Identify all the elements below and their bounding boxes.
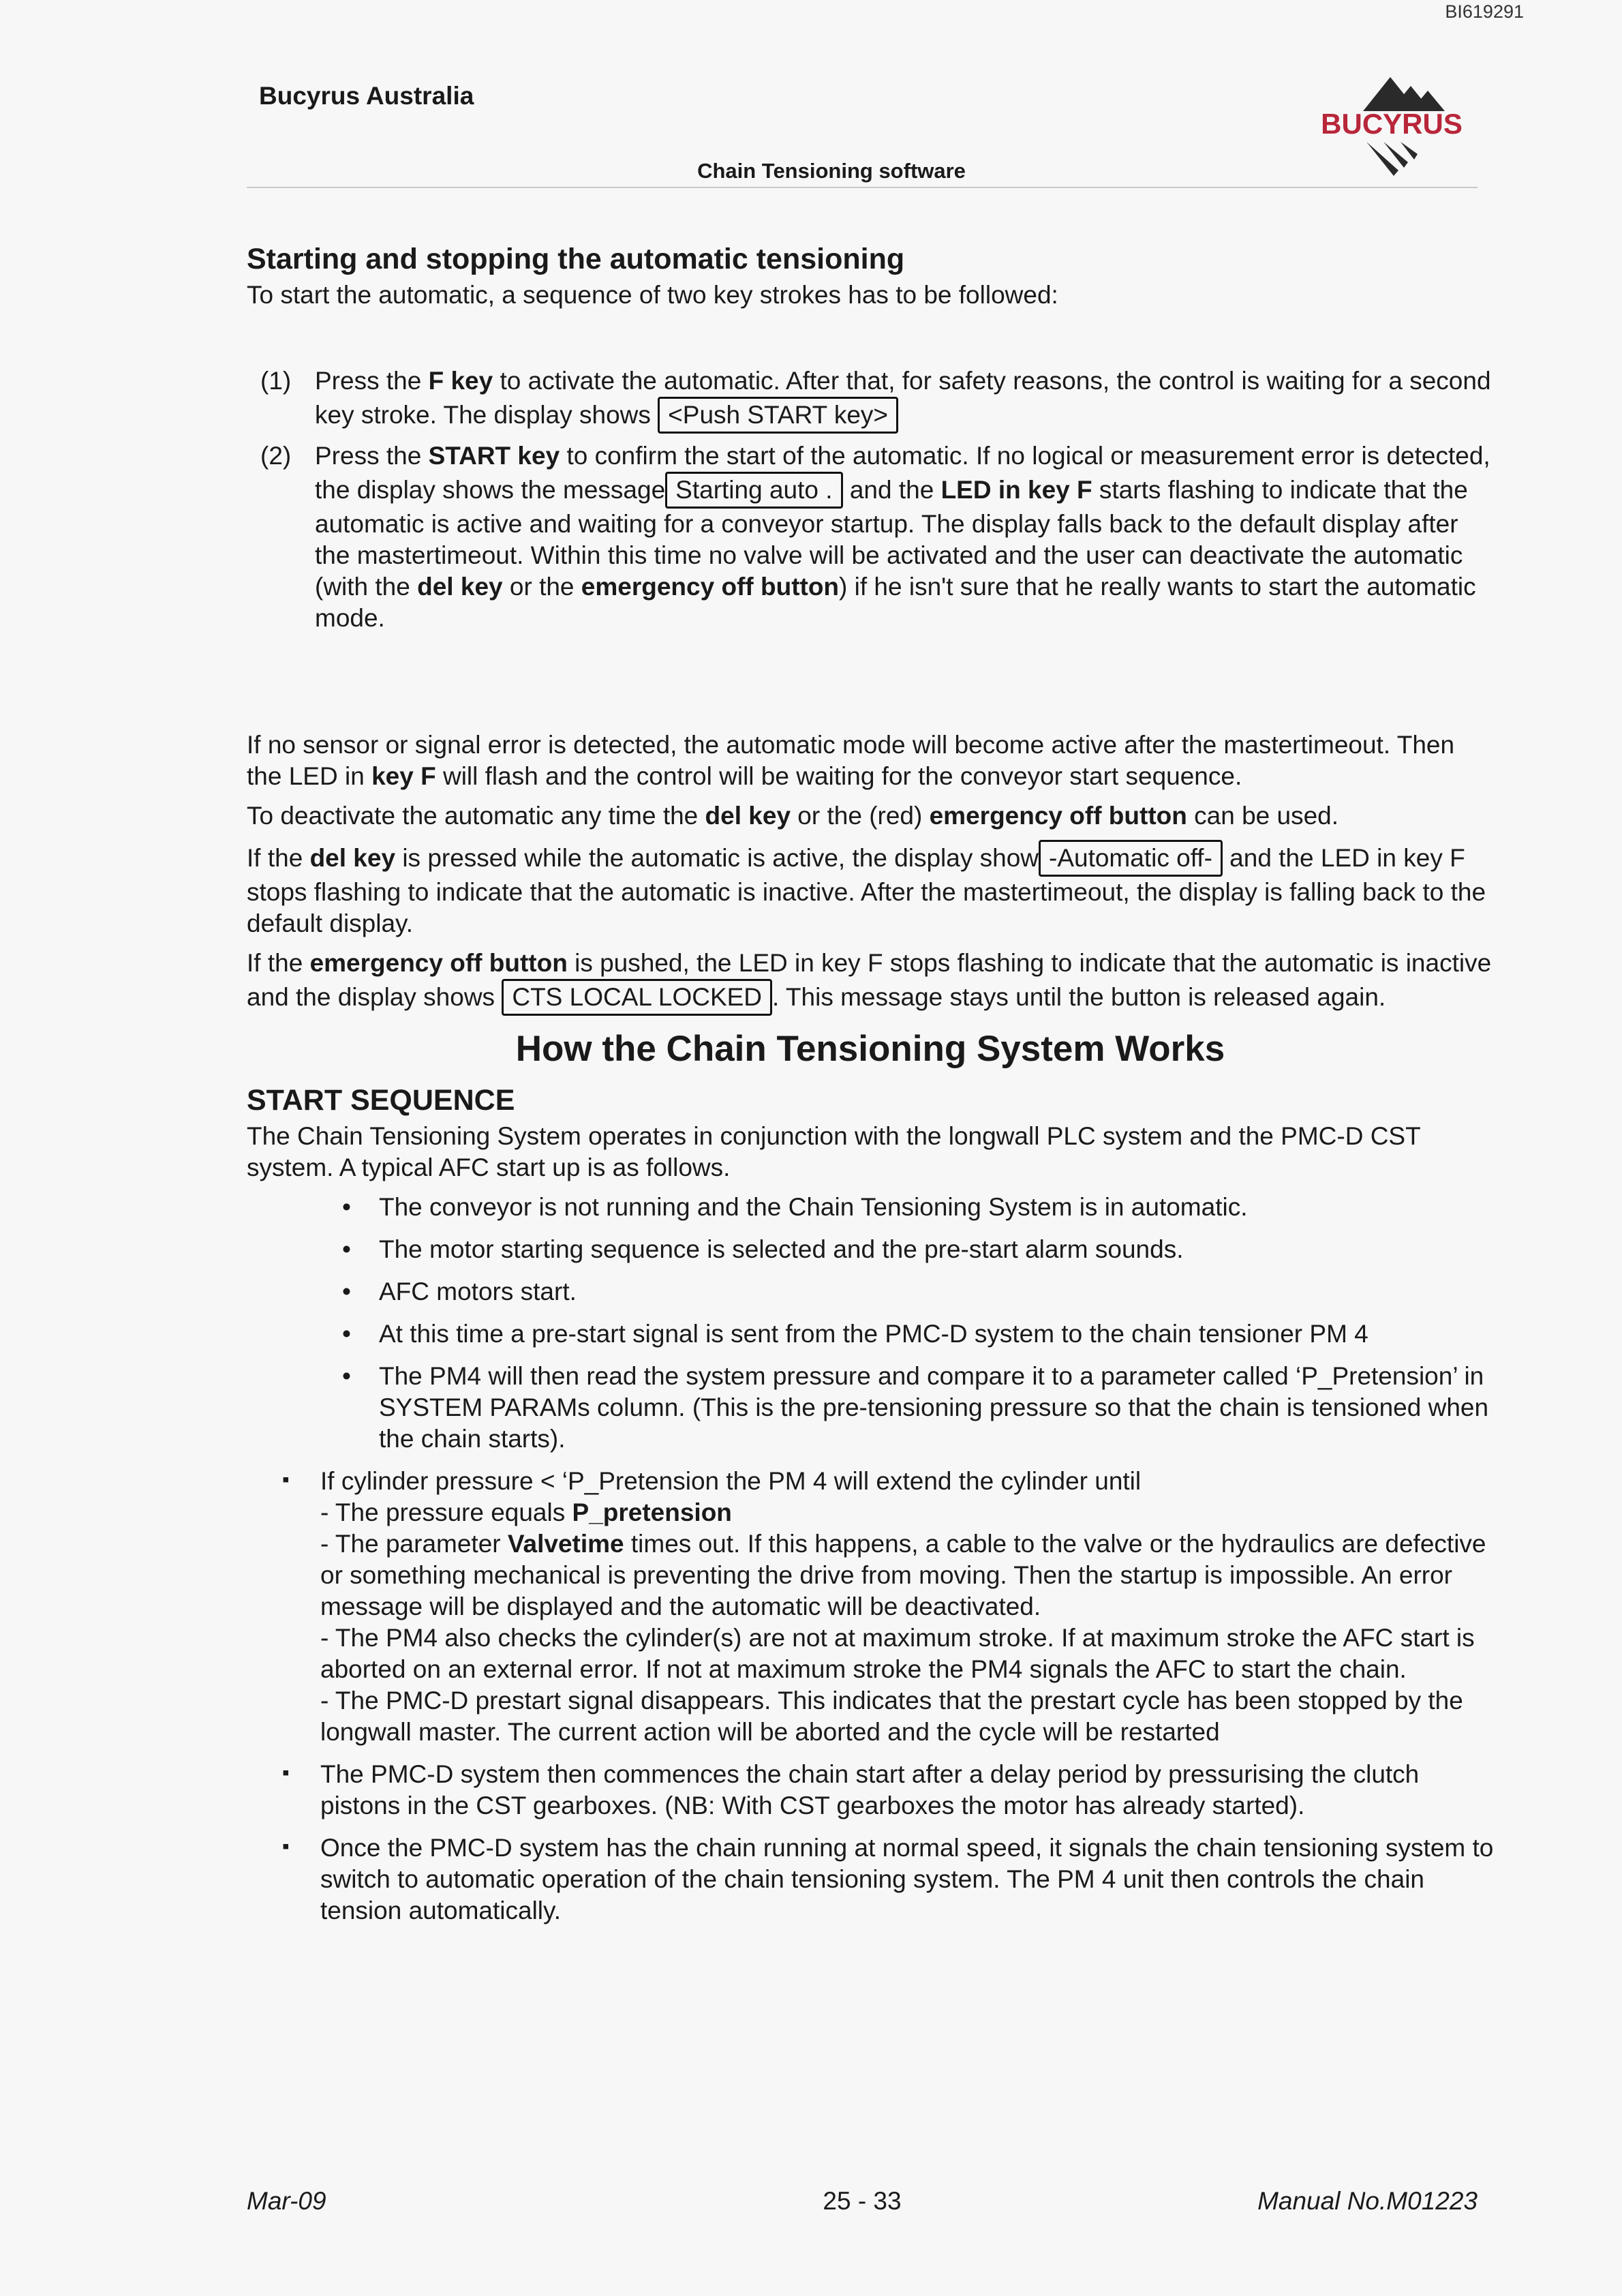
section-intro: To start the automatic, a sequence of two key strokes has to be followed: bbox=[247, 281, 1058, 309]
step-item bbox=[247, 440, 1494, 634]
list-item: • The conveyor is not running and the Chain Tensioning System is in automatic. bbox=[342, 1192, 1494, 1223]
company-name: Bucyrus Australia bbox=[259, 82, 474, 110]
step-text: Press the F key to activate the automatic. After that, for safety reasons, the control is waiting for a second key stroke. The display shows <Push START key> bbox=[315, 365, 1494, 434]
list-item: • The PM4 will then read the system pressure and compare it to a parameter called ‘P_Pretension’ in SYSTEM PARAMs column. (This is the pre-tensioning pressure so that the chain is tensioned when the chain starts). bbox=[342, 1361, 1494, 1455]
step-number: (2) bbox=[260, 442, 292, 470]
list-item: ▪ The PMC-D system then commences the chain start after a delay period by pressurising the clutch pistons in the CST gearboxes. (NB: With CST gearboxes the motor has already started). bbox=[282, 1759, 1494, 1822]
list-item: • The motor starting sequence is selected and the pre-start alarm sounds. bbox=[342, 1234, 1494, 1265]
paragraph: If the del key is pressed while the automatic is active, the display show -Automatic off- and the LED in key F stops flashing to indicate that the automatic is inactive. After the mastertimeout, the display is falling back to the default display. bbox=[247, 840, 1494, 939]
footer-date: Mar-09 bbox=[247, 2187, 326, 2215]
paragraph: If the emergency off button is pushed, the LED in key F stops flashing to indicate that the automatic is inactive and the display shows CTS LOCAL LOCKED . This message stays until the button is released again. bbox=[247, 948, 1494, 1016]
page-body bbox=[247, 239, 1494, 1937]
list-item: ▪ Once the PMC-D system has the chain running at normal speed, it signals the chain tensioning system to switch to automatic operation of the chain tensioning system. The PM 4 unit then controls the chain tension automatically. bbox=[282, 1832, 1494, 1927]
list-item: • AFC motors start. bbox=[342, 1276, 1494, 1308]
display-message-box: -Automatic off- bbox=[1039, 840, 1223, 877]
header-subtitle: Chain Tensioning software bbox=[697, 159, 966, 183]
display-message-box: Starting auto . bbox=[665, 472, 842, 509]
paragraph: If no sensor or signal error is detected, the automatic mode will become active after the mastertimeout. Then the LED in key F will flash and the control will be waiting for the conveyor start sequence. bbox=[247, 731, 1455, 790]
paragraph: The Chain Tensioning System operates in conjunction with the longwall PLC system and the PMC-D CST system. A typical AFC start up is as follows. bbox=[247, 1122, 1421, 1181]
paragraph: To deactivate the automatic any time the del key or the (red) emergency off button can be used. bbox=[247, 802, 1339, 830]
square-bullet-list bbox=[247, 1466, 1494, 1927]
step-item bbox=[247, 365, 1494, 434]
logo-text: BUCYRUS bbox=[1321, 108, 1463, 140]
section-heading: Starting and stopping the automatic tensioning bbox=[247, 243, 905, 275]
step-text: Press the START key to confirm the start of the automatic. If no logical or measurement error is detected, the display shows the message Starting auto . and the LED in key F starts flashing to indicate that the automatic is active and waiting for a conveyor startup. The display falls back to the default display after the mastertimeout. Within this time no valve will be activated and the user can deactivate the automatic (with the del key or the emergency off button) if he isn't sure that he really wants to start the automatic mode. bbox=[315, 442, 1490, 632]
step-number: (1) bbox=[260, 367, 292, 395]
header-rule bbox=[247, 187, 1478, 188]
footer-page-number: 25 - 33 bbox=[823, 2187, 902, 2215]
footer-manual-number: Manual No.M01223 bbox=[1257, 2187, 1478, 2215]
bullet-list bbox=[247, 1192, 1494, 1455]
bucyrus-logo bbox=[1309, 74, 1475, 183]
list-item: • At this time a pre-start signal is sent from the PMC-D system to the chain tensioner PM 4 bbox=[342, 1318, 1494, 1350]
step-list bbox=[247, 365, 1494, 634]
document-id: BI619291 bbox=[1445, 1, 1524, 22]
display-message-box: CTS LOCAL LOCKED bbox=[502, 979, 772, 1016]
display-message-box: <Push START key> bbox=[658, 397, 898, 434]
subheading: START SEQUENCE bbox=[247, 1084, 515, 1117]
main-heading: How the Chain Tensioning System Works bbox=[515, 1029, 1225, 1069]
list-item: ▪ If cylinder pressure < ‘P_Pretension the PM 4 will extend the cylinder until - The pressure equals P_pretension - The parameter Valvetime times out. If this happens, a cable to the valve or the hydraulics are defective or something mechanical is preventing the drive from moving. Then the startup is impossible. An error message will be displayed and the automatic will be deactivated. - The PM4 also checks the cylinder(s) are not at maximum stroke. If at maximum stroke the AFC start is aborted on an external error. If not at maximum stroke the PM4 signals the AFC to start the chain. - The PMC-D prestart signal disappears. This indicates that the prestart cycle has been stopped by the longwall master. The current action will be aborted and the cycle will be restarted bbox=[282, 1466, 1494, 1748]
